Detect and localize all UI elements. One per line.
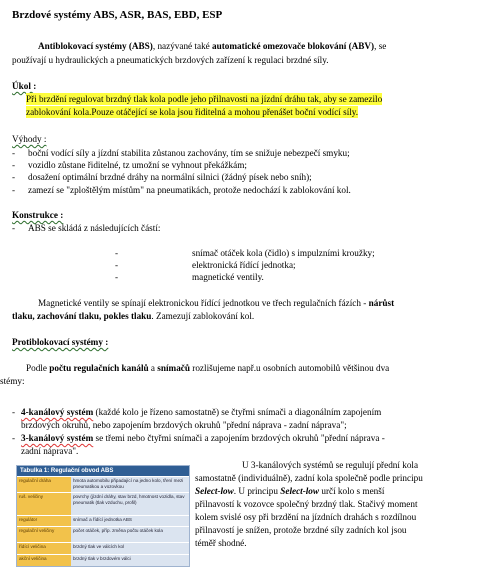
vyhody-item-2: - vozidlo zůstane řiditelné, tz umožní se vyhnout překážkám; [12,160,247,170]
right-col-line-2: samostatně (individuálně), zadní kola společně podle principu [195,473,423,483]
konstrukce-heading: Konstrukce : [12,210,64,220]
konstrukce-part-2: elektronická řídící jednotka; [192,260,296,270]
document-page: Brzdové systémy ABS, ASR, BAS, EBD, ESP Antiblokovací systémy (ABS), nazývané také automatické omezovače blokování (ABV), se používají u hydraulických a pneumatických brzdových zařízení k regulaci brzdné síly. Úkol : Při brzdění regulovat brzdný tlak kola podle jeho přilnavosti na jízdní dráhu tak, aby se zamezilo zablokování kola.Pouze otáčející se kola jsou řiditelná a mohou přenášet boční vodící síly. Výhody : - boční vodící síly a jízdní stabilita zůstanou zachovány, tím se snižuje nebezpečí smyku; - vozidlo zůstane řiditelné, tz umožní se vyhnout překážkám; - dosažení optimální brzdné dráhy na normální silnici (žádný písek nebo sníh); - zamezí se "zploštělým místům" na pneumatikách, protože nedochází k zablokování kol. Konstrukce : - ABS se skládá z následujících částí: - snímač otáček kola (čidlo) s impulzními kroužky; - elektronická řídící jednotka; - magnetické ventily. Magnetické ventily se spínají elektronickou řídící jednotkou ve třech regulačních fázích - nárůst tlaku, zachování tlaku, pokles tlaku. Zamezují zablokování kol. Protiblokovací systémy : Podle počtu regulačních kanálů a snímačů rozlišujeme např.u osobních automobilů většinou dva stémy: - 4-kanálový systém (každé kolo je řízeno samostatně) se čtyřmi snímači a diagonálním zapojením brzdových okruhů, nebo zapojením brzdových okruhů "přední náprava - zadní náprava"; - 3-kanálový systém se třemi nebo čtyřmi snímači a zapojením brzdových okruhů "přední náprava - zadní náprava". U 3-kanálových systémů se regulují přední kola samostatně (individuálně), zadní kola společně podle principu Select-low. U principu Select-low určí kolo s menší přilnavostí k vozovce společný brzdný tlak. Stačivý moment kolem svislé osy při brzdění na jízdních drahách s rozdílnou přilnavostí je snížen, protože brzdné síly zadních kol jsou téměř shodné. Tabulka 1: Regulační obvod ABS regulační dráha hmota automobilu připadající na jedno kolo, tření mezi pneumatikou a vozovkou ruš. veličiny povrchy (jízdní dráhy, stav brzd, hmotnost vozidla, stav pneumatik (tlak vzduchu, profil) regulátor snímač a řídící jednotka ABS regulační veličiny počet otáček, příp. změna počtu otáček kola řídící veličina brzdný tlak ve válcích kol akční veličina brzdný tlak v brzdovém válci [0,0,486,570]
table-row: ruš. veličiny povrchy (jízdní dráhy, stav brzd, hmotnost vozidla, stav pneumatik (tlak vzduchu, profil) [17,492,189,515]
kanal-4-line-1: - 4-kanálový systém (každé kolo je řízeno samostatně) se čtyřmi snímači a diagonálním zapojením [12,407,382,417]
vyhody-item-1: - boční vodící síly a jízdní stabilita zůstanou zachovány, tím se snižuje nebezpečí smyku; [12,148,350,158]
intro-line-1: Antiblokovací systémy (ABS), nazývané také automatické omezovače blokování (ABV), se [38,41,387,51]
konstrukce-part-1: snímač otáček kola (čidlo) s impulzními kroužky; [192,248,375,258]
abs-regulation-table [16,465,190,567]
vyhody-item-4: - zamezí se "zploštělým místům" na pneumatikách, protože nedochází k zablokování kol. [12,185,351,195]
intro-line-2: používají u hydraulických a pneumatických brzdových zařízení k regulaci brzdné síly. [12,55,329,65]
table-row: regulační dráha hmota automobilu připadající na jedno kolo, tření mezi pneumatikou a vozovkou [17,476,189,492]
vyhody-item-3: - dosažení optimální brzdné dráhy na normální silnici (žádný písek nebo sníh); [12,172,312,182]
table-row: regulační veličiny počet otáček, příp. změna počtu otáček kola [17,526,189,542]
ukol-line-1: Při brzdění regulovat brzdný tlak kola podle jeho přilnavosti na jízdní dráhu tak, aby se zamezilo [26,94,383,104]
right-col-line-7: téměř shodné. [195,538,247,548]
table-row: akční veličina brzdný tlak v brzdovém válci [17,554,189,566]
document-title: Brzdové systémy ABS, ASR, BAS, EBD, ESP [12,9,223,21]
right-col-line-1: U 3-kanálových systémů se regulují přední kola [242,460,419,470]
ukol-line-2: zablokování kola.Pouze otáčející se kola jsou řiditelná a mohou přenášet boční vodící síly. [26,107,359,117]
kanal-3-line-2: zadní náprava". [21,446,79,456]
intro-abs-term: Antiblokovací systémy (ABS) [38,41,153,51]
ventily-line-1: Magnetické ventily se spínají elektronickou řídící jednotkou ve třech regulačních fázích - nárůst [38,298,395,308]
right-col-line-5: kolem svislé osy při brzdění na jízdních drahách s rozdílnou [195,512,417,522]
konstrukce-part-3: magnetické ventily. [192,272,264,282]
right-col-line-3: Select-low. U principu Select-low určí kolo s menší [195,486,385,496]
protiblok-line-2: stémy: [0,376,25,386]
kanal-3-line-1: - 3-kanálový systém se třemi nebo čtyřmi snímači a zapojením brzdových okruhů "přední náprava - [12,433,385,443]
table-title: Tabulka 1: Regulační obvod ABS [17,466,189,476]
protiblok-line-1: Podle počtu regulačních kanálů a snímačů rozlišujeme např.u osobních automobilů většinou dva [26,363,390,373]
right-col-line-6: přilnavostí je snížen, protože brzdné síly zadních kol jsou [195,525,407,535]
vyhody-heading: Výhody : [12,134,47,144]
table-row: řídící veličina brzdný tlak ve válcích kol [17,542,189,554]
right-col-line-4: přilnavostí k vozovce společný brzdný tlak. Stačivý moment [195,499,418,509]
intro-abv-term: automatické omezovače blokování (ABV) [212,41,375,51]
ukol-heading: Úkol : [12,81,37,91]
protiblok-heading: Protiblokovací systémy : [12,337,109,347]
ventily-line-2: tlaku, zachování tlaku, pokles tlaku. Zamezují zablokování kol. [12,311,255,321]
table-row: regulátor snímač a řídící jednotka ABS [17,515,189,526]
kanal-4-line-2: brzdových okruhů, nebo zapojením brzdových okruhů "přední náprava - zadní náprava"; [21,420,347,430]
konstrukce-lead: - ABS se skládá z následujících částí: [12,223,161,233]
